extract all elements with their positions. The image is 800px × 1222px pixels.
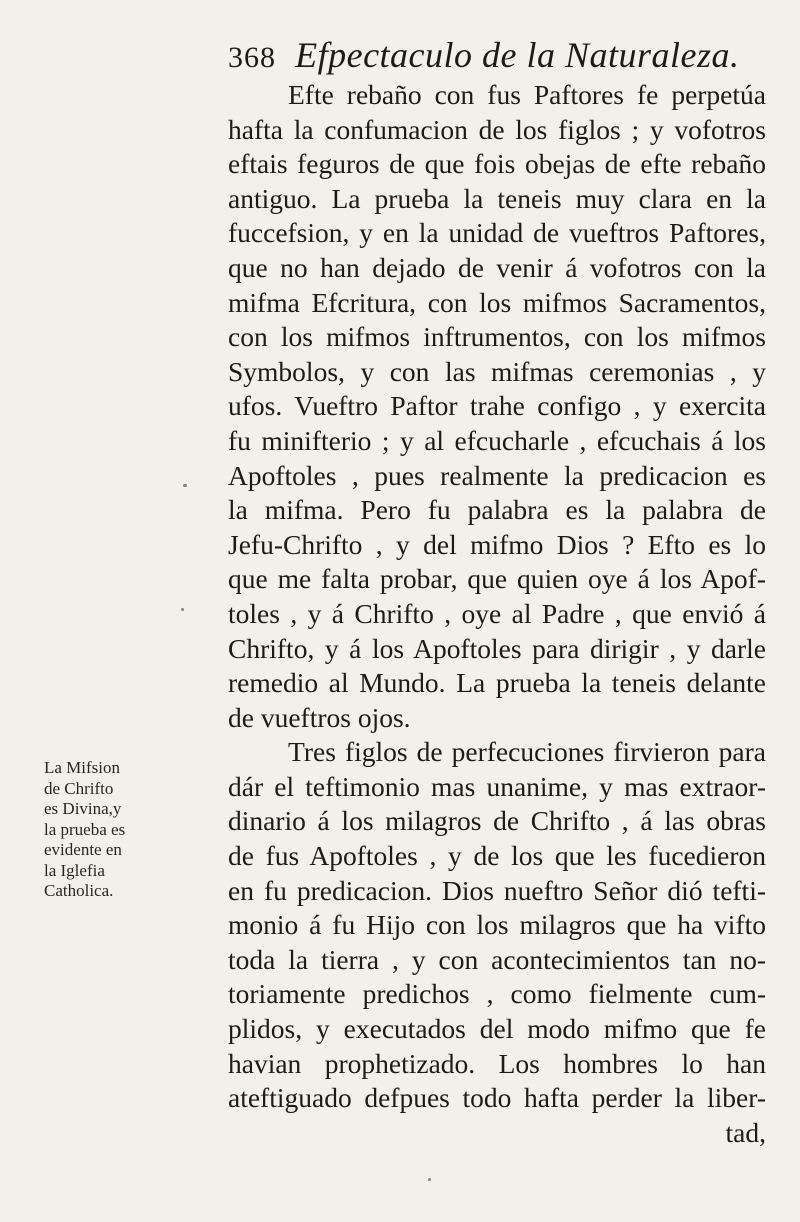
- text-line: Symbolos, y con las mifmas ceremonias , y: [228, 355, 766, 387]
- running-title: Efpectaculo de la Naturaleza.: [295, 35, 740, 75]
- text-line: toles , y á Chrifto , oye al Padre , que envió á: [228, 597, 766, 629]
- text-line: monio á fu Hijo con los milagros que ha vifto: [228, 909, 766, 941]
- text-line: toriamente predichos , como fielmente cum-: [228, 978, 766, 1010]
- text-line: dinario á los milagros de Chrifto , á las obras: [228, 805, 766, 837]
- text-line: toda la tierra , y con acontecimientos tan no-: [228, 943, 766, 975]
- text-line: la mifma. Pero fu palabra es la palabra de: [228, 494, 766, 526]
- text-line: mifma Efcritura, con los mifmos Sacramentos,: [228, 286, 766, 318]
- page-header: [228, 34, 768, 80]
- margin-note-line: de Chrifto: [44, 778, 114, 798]
- text-line: ufos. Vueftro Paftor trahe configo , y exercita: [228, 390, 766, 422]
- text-line: Chrifto, y á los Apoftoles para dirigir , y darle: [228, 632, 766, 664]
- text-line: que me falta probar, que quien oye á los Apof-: [228, 563, 766, 595]
- text-line: ateftiguado defpues todo hafta perder la liber-: [228, 1082, 766, 1114]
- text-line: Tres figlos de perfecuciones firvieron para: [288, 736, 766, 768]
- ink-speck: [181, 608, 184, 611]
- text-line: de vueftros ojos.: [228, 701, 411, 733]
- main-text: [228, 78, 766, 1150]
- ink-speck: [428, 1178, 431, 1181]
- page-number: 368: [228, 41, 276, 74]
- text-line: plidos, y executados del modo mifmo que fe: [228, 1013, 766, 1045]
- text-line: Efte rebaño con fus Paftores fe perpetúa: [288, 79, 766, 110]
- text-line: fuccefsion, y en la unidad de vueftros Paftores,: [228, 217, 766, 249]
- margin-note-line: la prueba es: [44, 819, 126, 839]
- text-line: hafta la confumacion de los figlos ; y vofotros: [228, 113, 766, 145]
- margin-note: [44, 758, 156, 902]
- text-line: remedio al Mundo. La prueba la teneis delante: [228, 667, 766, 699]
- catchword: tad,: [725, 1116, 766, 1148]
- ink-speck: [183, 484, 187, 487]
- text-line: Apoftoles , pues realmente la predicacion es: [228, 459, 766, 491]
- margin-note-line: la Iglefia: [44, 860, 105, 880]
- text-line: eftais feguros de que fois obejas de efte rebaño: [228, 148, 766, 180]
- text-line: dár el teftimonio mas unanime, y mas extraor-: [228, 770, 766, 802]
- margin-note-line: es Divina,y: [44, 799, 122, 818]
- margin-note-line: evidente en: [44, 840, 122, 859]
- text-line: Jefu-Chrifto , y del mifmo Dios ? Efto es lo: [228, 528, 766, 560]
- text-line: que no han dejado de venir á vofotros con la: [228, 251, 766, 283]
- text-line: fu minifterio ; y al efcucharle , efcuchais á los: [228, 424, 766, 456]
- margin-note-line: Catholica.: [44, 881, 114, 900]
- text-line: havian prophetizado. Los hombres lo han: [228, 1047, 766, 1079]
- text-line: en fu predicacion. Dios nueftro Señor dió tefti-: [228, 874, 766, 906]
- text-line: antiguo. La prueba la teneis muy clara en la: [228, 182, 766, 214]
- text-line: de fus Apoftoles , y de los que les fucedieron: [228, 840, 766, 872]
- text-line: con los mifmos inftrumentos, con los mifmos: [228, 321, 766, 353]
- margin-note-line: La Mifsion: [44, 758, 121, 777]
